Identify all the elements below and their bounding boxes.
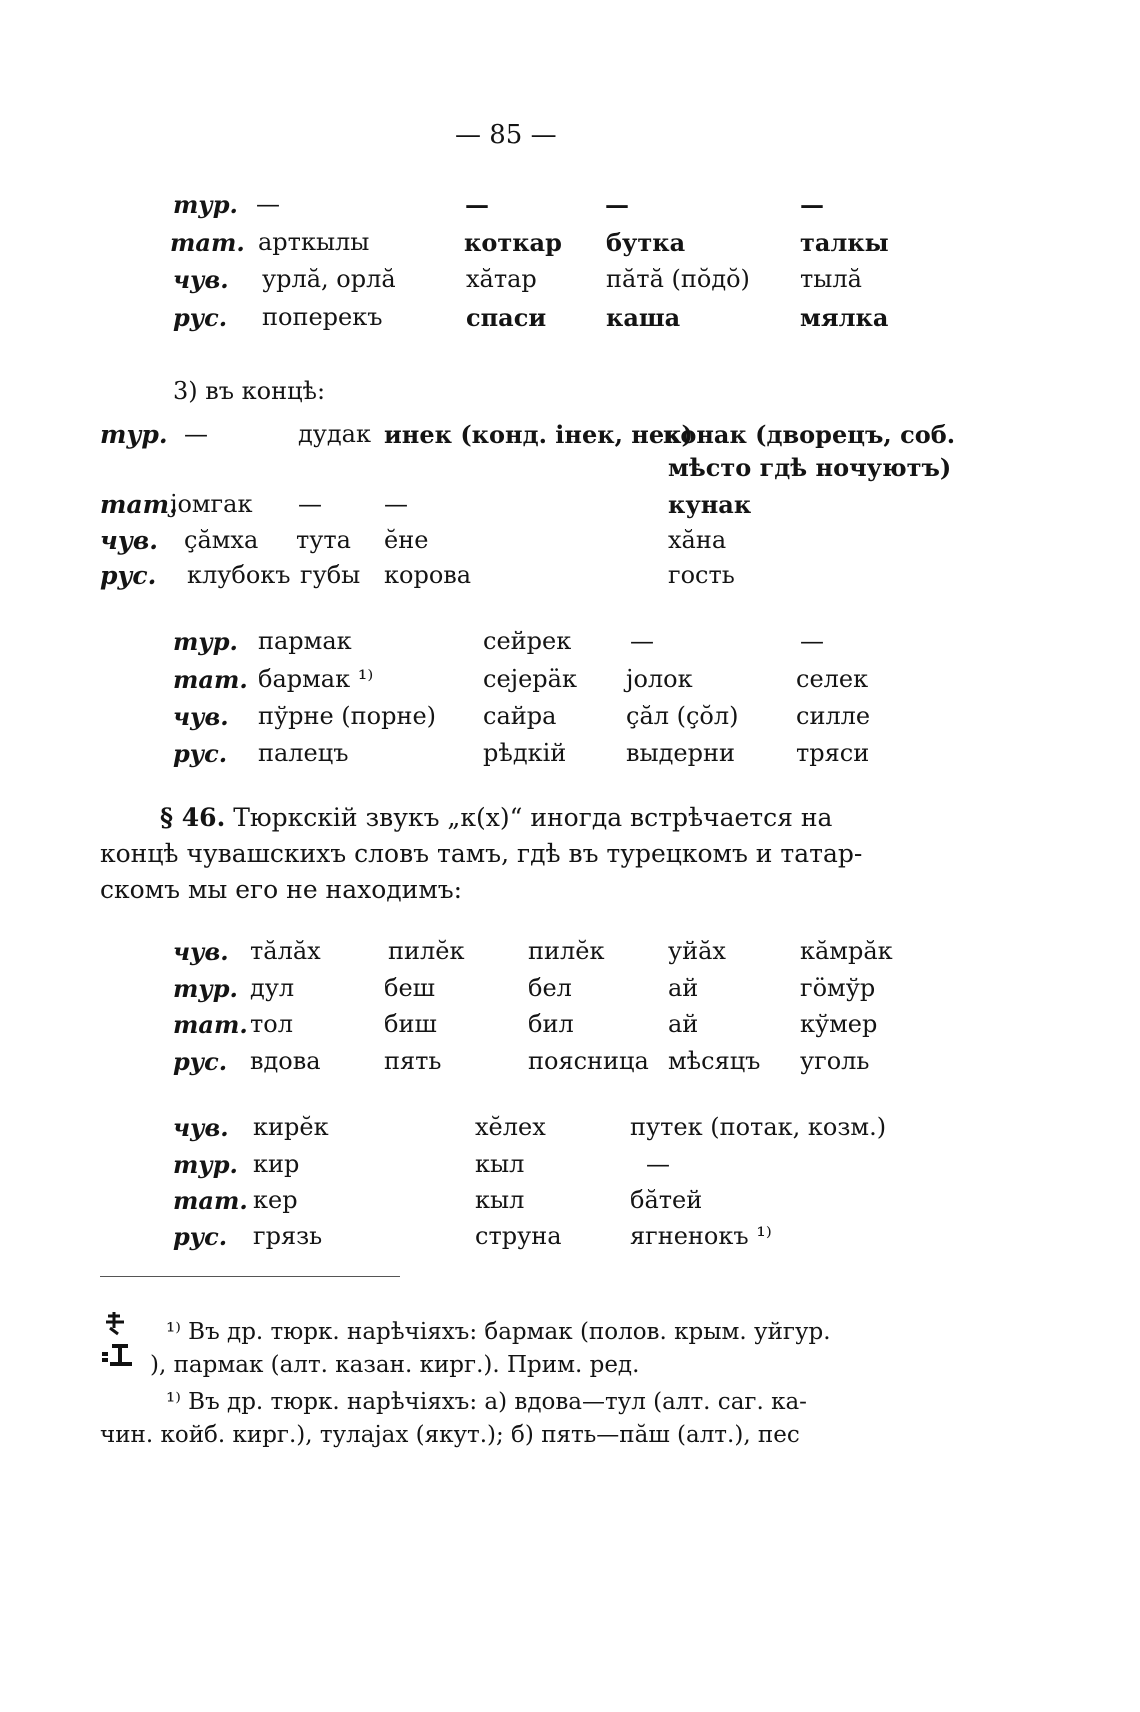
table-cell: çăл (çŏл): [626, 702, 739, 730]
footnote-divider: [100, 1276, 400, 1277]
footnote-2-line-1: ¹⁾ Въ др. тюрк. нарѣчіяхъ: а) вдова—тул (алт. саг. ка-: [166, 1389, 807, 1415]
row-label: тат.: [173, 1010, 248, 1039]
table-cell: хĕлех: [475, 1113, 546, 1141]
table-cell: спаси: [466, 303, 547, 332]
table-cell: рѣдкій: [483, 739, 567, 767]
table-cell: мѣсяцъ: [668, 1047, 761, 1075]
table-cell: пять: [384, 1047, 442, 1075]
table-cell: кирĕк: [253, 1113, 329, 1141]
table-cell: тряси: [796, 739, 870, 767]
row-label: рус.: [173, 1222, 228, 1251]
table-cell: корова: [384, 561, 472, 589]
row-label: чув.: [173, 1113, 229, 1142]
footnote-1-line-2: ), пармак (алт. казан. кирг.). Прим. ред.: [150, 1352, 640, 1378]
table-cell: дудак: [298, 420, 371, 448]
table-cell: кыл: [475, 1186, 525, 1214]
table-cell: ĕне: [384, 526, 429, 554]
table-cell: коткар: [464, 228, 562, 257]
table-cell: гость: [668, 561, 735, 589]
table-cell: хăтар: [466, 265, 537, 293]
table-cell: бел: [528, 974, 572, 1002]
paragraph-line: Тюркскій звукъ „к(х)“ иногда встрѣчается на: [233, 803, 833, 832]
table-cell: гӧмўр: [800, 974, 876, 1002]
table-cell: клубокъ: [187, 561, 291, 589]
table-cell: пармак: [258, 627, 352, 655]
row-label: тур.: [173, 627, 238, 656]
table-cell: тылă: [800, 265, 862, 293]
table-cell: бармак ¹⁾: [258, 665, 374, 693]
table-cell: тăлăх: [250, 937, 321, 965]
footnote-2-line-2: чин. койб. кирг.), тулајах (якут.); б) пять—пăш (алт.), пес: [100, 1422, 800, 1448]
table-cell: выдерни: [626, 739, 735, 767]
page-number: — 85 —: [455, 120, 557, 150]
row-label: тур.: [100, 420, 168, 449]
table-cell: јомгак: [170, 490, 253, 518]
table-cell: —: [800, 627, 824, 655]
section-heading: 3) въ концѣ:: [173, 377, 326, 405]
table-cell: сейрек: [483, 627, 572, 655]
row-label: тур.: [173, 974, 238, 1003]
row-label: чув.: [173, 265, 229, 294]
table-cell: мялка: [800, 303, 889, 332]
table-cell: селек: [796, 665, 869, 693]
row-label: тат.: [100, 490, 178, 519]
paragraph-46: [100, 800, 930, 908]
table-cell: губы: [300, 561, 361, 589]
table-cell: çăмха: [184, 526, 259, 554]
table-cell: пăтă (пŏдŏ): [606, 265, 750, 293]
row-label: тур.: [173, 190, 238, 219]
row-label: рус.: [173, 739, 228, 768]
table-cell: поясница: [528, 1047, 649, 1075]
table-cell: кир: [253, 1150, 300, 1178]
table-cell: бăтей: [630, 1186, 703, 1214]
table-cell: кыл: [475, 1150, 525, 1178]
table-cell: дул: [250, 974, 295, 1002]
row-label: рус.: [173, 1047, 228, 1076]
table-cell: —: [646, 1150, 670, 1178]
table-cell: путек (потак, козм.): [630, 1113, 887, 1141]
table-cell: —: [465, 190, 489, 219]
row-label: чув.: [173, 702, 229, 731]
table-cell: —: [384, 490, 408, 518]
table-cell: пилĕк: [528, 937, 605, 965]
table-cell: конак (дворецъ, соб.: [663, 420, 956, 449]
table-cell: —: [298, 490, 322, 518]
table-cell: силле: [796, 702, 871, 730]
table-cell: бутка: [606, 228, 686, 257]
table-cell: палецъ: [258, 739, 349, 767]
table-cell: арткылы: [258, 228, 370, 256]
table-cell: поперекъ: [262, 303, 383, 331]
table-cell: кăмрăк: [800, 937, 893, 965]
row-label: тур.: [173, 1150, 238, 1179]
row-label: рус.: [100, 561, 157, 590]
table-cell: пўрне (порне): [258, 702, 437, 730]
table-cell: инек (конд. інек, нек): [384, 420, 693, 449]
table-cell: —: [630, 627, 654, 655]
table-cell: ягненокъ ¹⁾: [630, 1222, 772, 1250]
table-cell: уголь: [800, 1047, 870, 1075]
table-cell: грязь: [253, 1222, 323, 1250]
table-cell: тута: [296, 526, 351, 554]
table-cell: ай: [668, 1010, 699, 1038]
table-cell: сайра: [483, 702, 557, 730]
table-cell: вдова: [250, 1047, 321, 1075]
table-cell: хăна: [668, 526, 727, 554]
table-cell: —: [605, 190, 629, 219]
table-cell: кер: [253, 1186, 298, 1214]
stamp-mark-icon: [98, 1310, 138, 1370]
table-cell: јолок: [626, 665, 693, 693]
row-label: тат.: [173, 665, 248, 694]
table-cell: каша: [606, 303, 681, 332]
table-cell: тол: [250, 1010, 293, 1038]
row-label: чув.: [100, 526, 158, 555]
table-cell: сејерäк: [483, 665, 577, 693]
table-cell: талкы: [800, 228, 889, 257]
paragraph-line: скомъ мы его не находимъ:: [100, 875, 463, 904]
row-label: рус.: [173, 303, 228, 332]
table-cell: кунак: [668, 490, 752, 519]
table-cell: биш: [384, 1010, 437, 1038]
section-number: § 46.: [160, 803, 226, 832]
paragraph-line: концѣ чувашскихъ словъ тамъ, гдѣ въ турецкомъ и татар-: [100, 839, 863, 868]
table-cell: —: [800, 190, 824, 219]
footnote-1-line-1: ¹⁾ Въ др. тюрк. нарѣчіяхъ: бармак (полов. крым. уйгур.: [166, 1319, 831, 1345]
table-cell: струна: [475, 1222, 562, 1250]
table-cell: мѣсто гдѣ ночуютъ): [668, 453, 952, 482]
table-cell: урлă, орлă: [262, 265, 396, 293]
row-label: тат.: [173, 1186, 248, 1215]
table-cell: кўмер: [800, 1010, 878, 1038]
table-cell: бил: [528, 1010, 574, 1038]
table-cell: пилĕк: [388, 937, 465, 965]
table-cell: ай: [668, 974, 699, 1002]
row-label: чув.: [173, 937, 229, 966]
table-cell: —: [256, 190, 280, 218]
table-cell: уйăх: [668, 937, 726, 965]
row-label: тат.: [170, 228, 245, 257]
table-cell: беш: [384, 974, 435, 1002]
table-cell: —: [184, 420, 208, 448]
